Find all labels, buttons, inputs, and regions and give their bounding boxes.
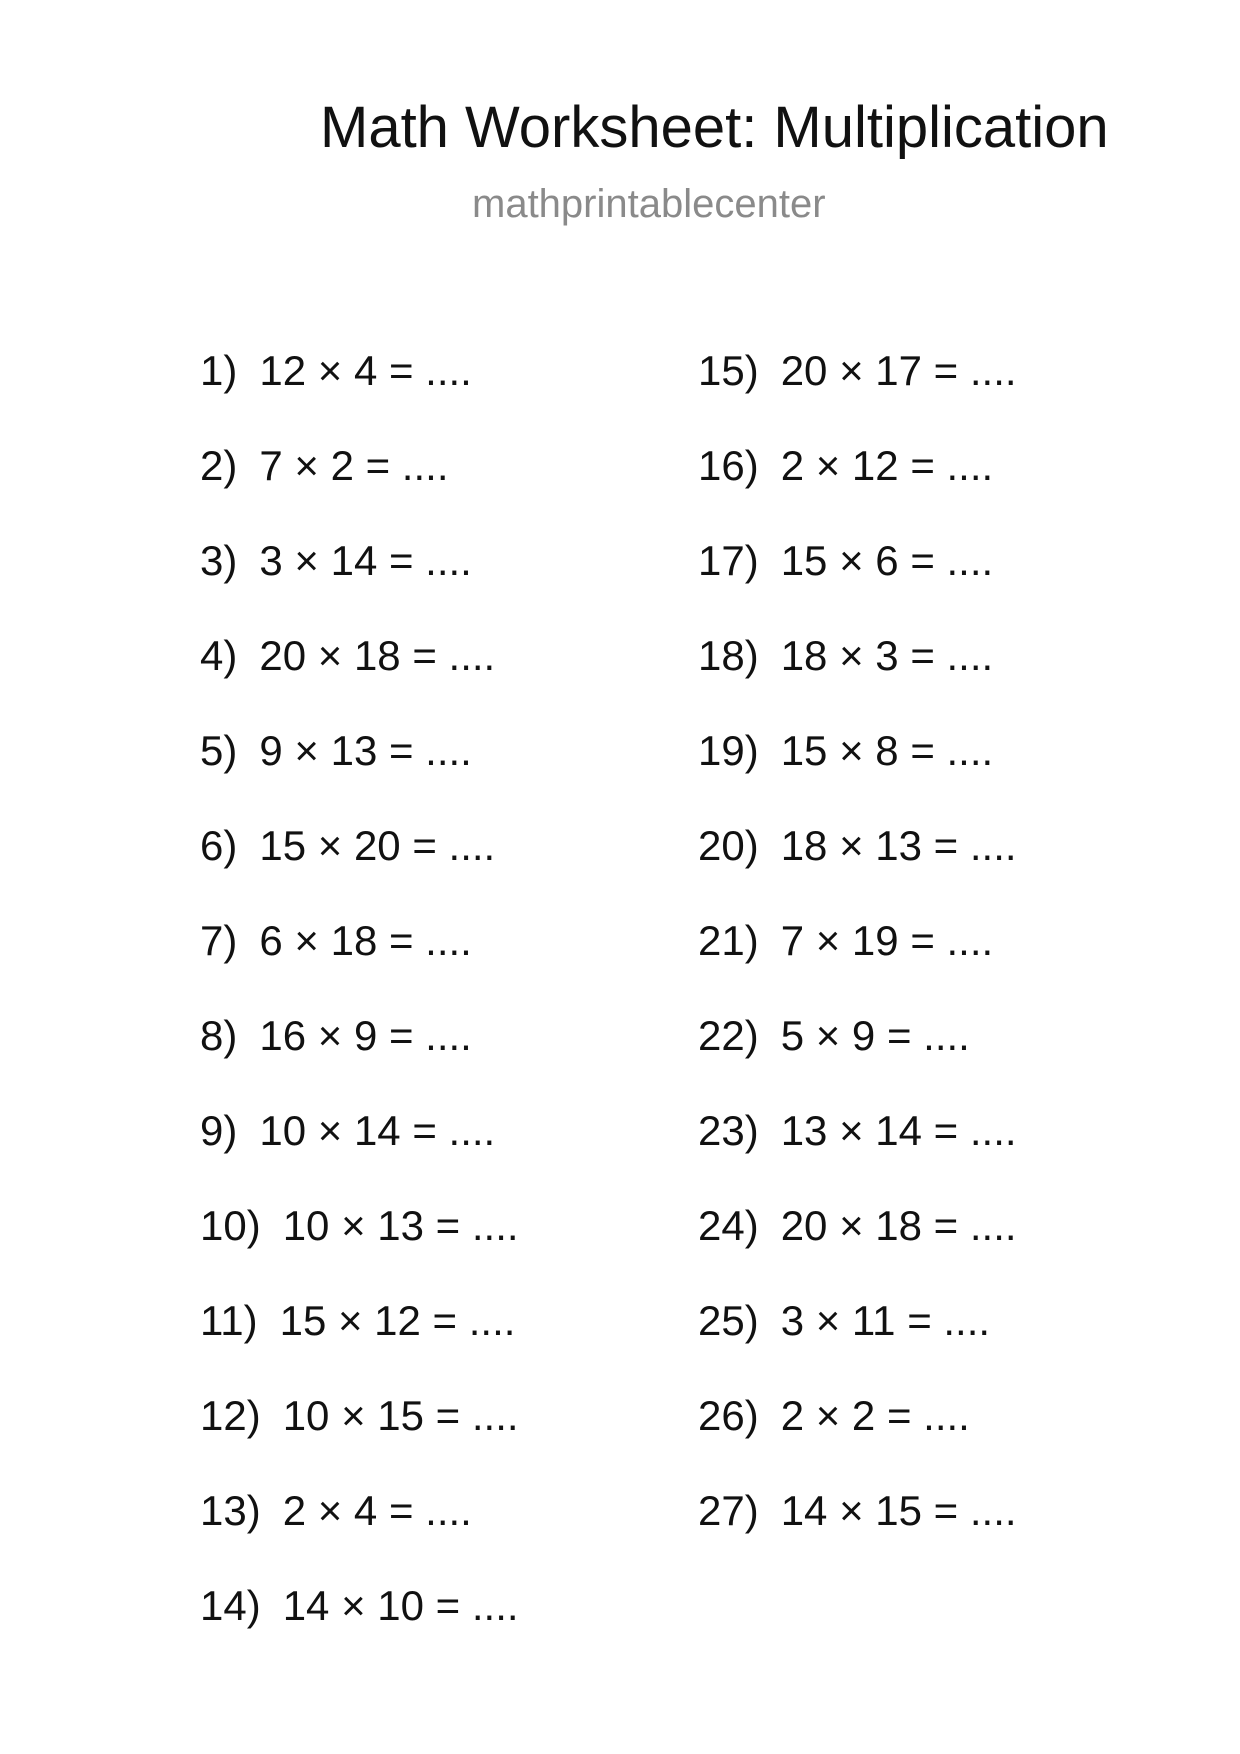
problem-item xyxy=(200,1011,519,1106)
problem-column-right xyxy=(698,346,1017,1581)
problem-item xyxy=(698,726,1017,821)
problem-column-left xyxy=(200,346,519,1676)
problem-expression: 10 × 15 = .... xyxy=(282,1392,519,1439)
problem-expression: 18 × 3 = .... xyxy=(780,632,994,679)
problem-item xyxy=(200,1391,519,1486)
problem-number: 1) xyxy=(200,347,238,394)
problem-number: 9) xyxy=(200,1107,238,1154)
problem-number: 2) xyxy=(200,442,238,489)
problem-number: 20) xyxy=(698,822,759,869)
problem-item xyxy=(698,1011,1017,1106)
problem-number: 7) xyxy=(200,917,238,964)
problem-number: 15) xyxy=(698,347,759,394)
problem-item xyxy=(200,441,519,536)
problem-number: 6) xyxy=(200,822,238,869)
problem-item xyxy=(200,1106,519,1201)
problem-number: 13) xyxy=(200,1487,261,1534)
problem-item xyxy=(698,536,1017,631)
problem-expression: 13 × 14 = .... xyxy=(780,1107,1017,1154)
problem-number: 24) xyxy=(698,1202,759,1249)
problem-expression: 20 × 18 = .... xyxy=(259,632,496,679)
problem-number: 14) xyxy=(200,1582,261,1629)
problem-expression: 15 × 8 = .... xyxy=(780,727,994,774)
problem-expression: 7 × 2 = .... xyxy=(259,442,449,489)
problem-expression: 15 × 20 = .... xyxy=(259,822,496,869)
problem-number: 18) xyxy=(698,632,759,679)
problem-expression: 3 × 14 = .... xyxy=(259,537,472,584)
problem-expression: 12 × 4 = .... xyxy=(259,347,472,394)
problem-number: 10) xyxy=(200,1202,261,1249)
problem-expression: 7 × 19 = .... xyxy=(780,917,994,964)
problem-number: 19) xyxy=(698,727,759,774)
problem-expression: 15 × 12 = .... xyxy=(279,1297,516,1344)
problem-item xyxy=(698,346,1017,441)
problem-number: 27) xyxy=(698,1487,759,1534)
problem-item xyxy=(698,1201,1017,1296)
problem-item xyxy=(200,346,519,441)
problem-number: 12) xyxy=(200,1392,261,1439)
problem-item xyxy=(200,1201,519,1296)
problem-expression: 6 × 18 = .... xyxy=(259,917,472,964)
problem-expression: 5 × 9 = .... xyxy=(780,1012,970,1059)
problem-expression: 2 × 2 = .... xyxy=(780,1392,970,1439)
problem-item xyxy=(200,821,519,916)
problem-expression: 10 × 14 = .... xyxy=(259,1107,496,1154)
problem-number: 25) xyxy=(698,1297,759,1344)
problem-item xyxy=(698,441,1017,536)
problem-expression: 14 × 15 = .... xyxy=(780,1487,1017,1534)
problem-number: 26) xyxy=(698,1392,759,1439)
problem-item xyxy=(200,1486,519,1581)
problem-number: 3) xyxy=(200,537,238,584)
problem-item xyxy=(200,631,519,726)
problem-number: 11) xyxy=(200,1297,258,1344)
problem-number: 16) xyxy=(698,442,759,489)
problem-expression: 15 × 6 = .... xyxy=(780,537,994,584)
problem-item xyxy=(698,821,1017,916)
page-title: Math Worksheet: Multiplication xyxy=(320,95,1109,160)
problem-number: 8) xyxy=(200,1012,238,1059)
problem-number: 17) xyxy=(698,537,759,584)
problem-number: 4) xyxy=(200,632,238,679)
problem-expression: 2 × 4 = .... xyxy=(282,1487,472,1534)
problem-expression: 10 × 13 = .... xyxy=(282,1202,519,1249)
problem-expression: 20 × 18 = .... xyxy=(780,1202,1017,1249)
problem-item xyxy=(698,1106,1017,1201)
problem-item xyxy=(200,1296,519,1391)
problem-expression: 18 × 13 = .... xyxy=(780,822,1017,869)
problem-expression: 14 × 10 = .... xyxy=(282,1582,519,1629)
problem-item xyxy=(200,536,519,631)
page-subtitle: mathprintablecenter xyxy=(472,182,826,226)
problem-number: 5) xyxy=(200,727,238,774)
problem-item xyxy=(200,1581,519,1676)
problem-expression: 16 × 9 = .... xyxy=(259,1012,472,1059)
problem-expression: 2 × 12 = .... xyxy=(780,442,994,489)
problem-item xyxy=(698,916,1017,1011)
problem-item xyxy=(200,726,519,821)
problem-item xyxy=(698,1486,1017,1581)
problem-item xyxy=(698,1296,1017,1391)
problem-expression: 20 × 17 = .... xyxy=(780,347,1017,394)
problem-item xyxy=(698,631,1017,726)
problem-number: 22) xyxy=(698,1012,759,1059)
problem-expression: 3 × 11 = .... xyxy=(780,1297,991,1344)
problem-item xyxy=(698,1391,1017,1486)
problem-item xyxy=(200,916,519,1011)
problem-number: 21) xyxy=(698,917,759,964)
problem-number: 23) xyxy=(698,1107,759,1154)
problem-expression: 9 × 13 = .... xyxy=(259,727,472,774)
